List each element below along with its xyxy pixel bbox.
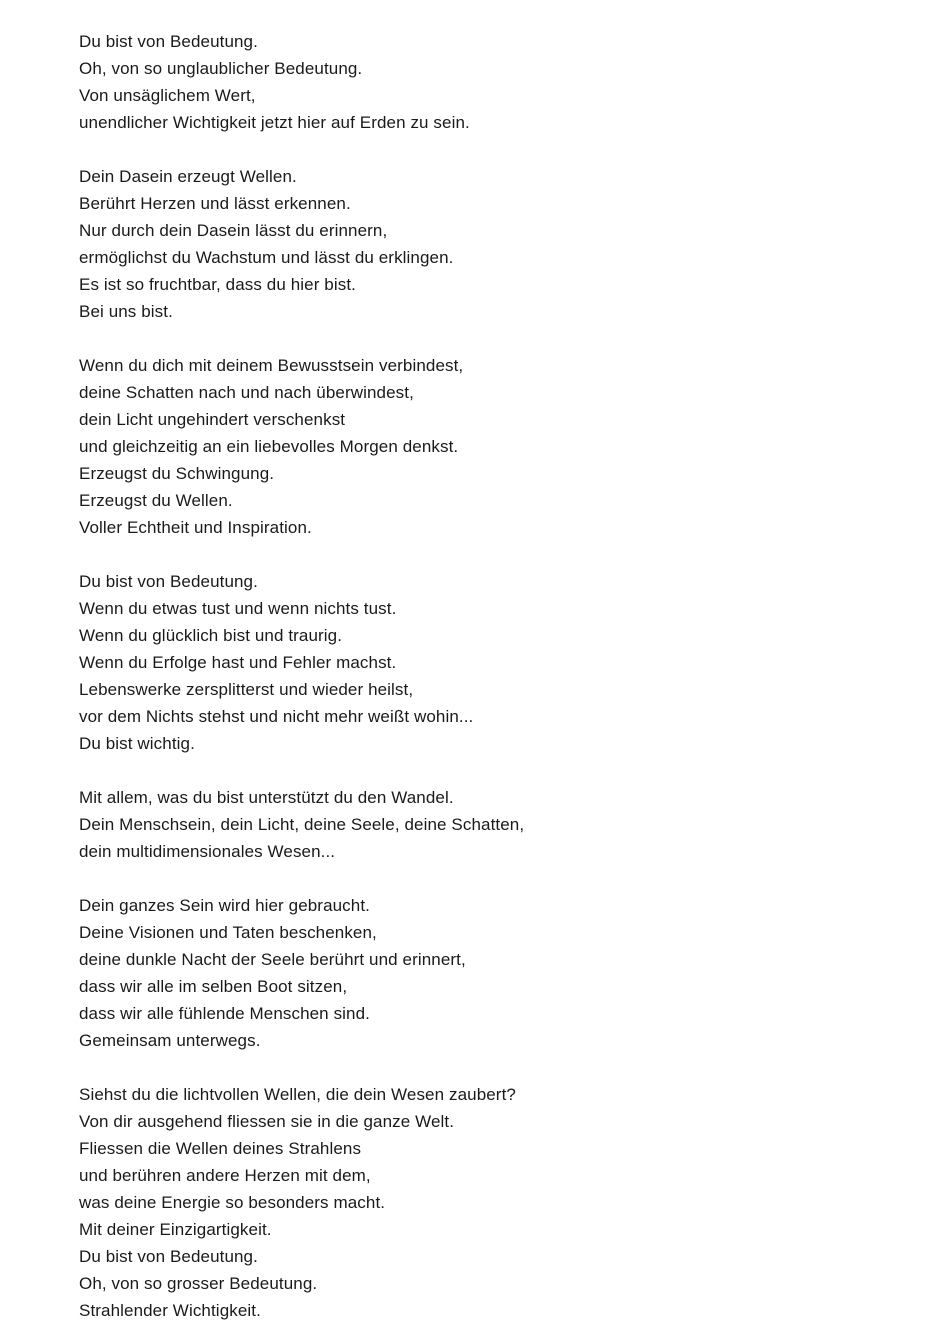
poem-line: dein multidimensionales Wesen... <box>79 842 336 861</box>
poem-line: Wenn du glücklich bist und traurig. <box>79 626 343 645</box>
poem-stanza <box>79 1081 912 1324</box>
poem-line: Oh, von so grosser Bedeutung. <box>79 1274 318 1293</box>
poem-line: Dein ganzes Sein wird hier gebraucht. <box>79 896 370 915</box>
poem-line: deine dunkle Nacht der Seele berührt und erinnert, <box>79 950 466 969</box>
poem-line: Erzeugst du Schwingung. <box>79 464 275 483</box>
poem-line: was deine Energie so besonders macht. <box>79 1193 386 1212</box>
poem-line: Siehst du die lichtvollen Wellen, die dein Wesen zaubert? <box>79 1085 516 1104</box>
poem-line: unendlicher Wichtigkeit jetzt hier auf Erden zu sein. <box>79 113 470 132</box>
poem-line: ermöglichst du Wachstum und lässt du erklingen. <box>79 248 454 267</box>
poem-line: dass wir alle im selben Boot sitzen, <box>79 977 348 996</box>
poem-line: deine Schatten nach und nach überwindest, <box>79 383 414 402</box>
poem-line: Deine Visionen und Taten beschenken, <box>79 923 377 942</box>
poem-line: Oh, von so unglaublicher Bedeutung. <box>79 59 363 78</box>
poem-stanza <box>79 352 912 541</box>
poem-line: Nur durch dein Dasein lässt du erinnern, <box>79 221 388 240</box>
poem-line: vor dem Nichts stehst und nicht mehr weißt wohin... <box>79 707 474 726</box>
poem-line: Bei uns bist. <box>79 302 173 321</box>
poem-stanza <box>79 784 912 865</box>
poem-line: Gemeinsam unterwegs. <box>79 1031 261 1050</box>
poem-line: Dein Dasein erzeugt Wellen. <box>79 167 297 186</box>
poem-line: Du bist wichtig. <box>79 734 195 753</box>
poem-line: Lebenswerke zersplitterst und wieder heilst, <box>79 680 414 699</box>
poem-line: Wenn du dich mit deinem Bewusstsein verbindest, <box>79 356 464 375</box>
poem-line: dass wir alle fühlende Menschen sind. <box>79 1004 370 1023</box>
poem-line: Erzeugst du Wellen. <box>79 491 233 510</box>
poem-line: dein Licht ungehindert verschenkst <box>79 410 346 429</box>
poem-line: Von dir ausgehend fliessen sie in die ganze Welt. <box>79 1112 455 1131</box>
poem-line: Mit allem, was du bist unterstützt du den Wandel. <box>79 788 454 807</box>
poem-line: Strahlender Wichtigkeit. <box>79 1301 261 1320</box>
poem-line: Wenn du etwas tust und wenn nichts tust. <box>79 599 397 618</box>
poem-line: Von unsäglichem Wert, <box>79 86 256 105</box>
poem-line: Berührt Herzen und lässt erkennen. <box>79 194 351 213</box>
poem-stanza <box>79 892 912 1054</box>
poem-stanza <box>79 568 912 757</box>
poem-line: Du bist von Bedeutung. <box>79 572 258 591</box>
poem-line: Wenn du Erfolge hast und Fehler machst. <box>79 653 397 672</box>
poem-stanza <box>79 163 912 325</box>
poem-line: Dein Menschsein, dein Licht, deine Seele, deine Schatten, <box>79 815 525 834</box>
poem-line: und berühren andere Herzen mit dem, <box>79 1166 371 1185</box>
poem-line: Es ist so fruchtbar, dass du hier bist. <box>79 275 356 294</box>
poem-line: Du bist von Bedeutung. <box>79 1247 258 1266</box>
poem-line: Mit deiner Einzigartigkeit. <box>79 1220 272 1239</box>
poem-line: und gleichzeitig an ein liebevolles Morgen denkst. <box>79 437 459 456</box>
poem-line: Fliessen die Wellen deines Strahlens <box>79 1139 362 1158</box>
poem-line: Du bist von Bedeutung. <box>79 32 258 51</box>
poem-stanza <box>79 28 912 136</box>
poem-line: Voller Echtheit und Inspiration. <box>79 518 312 537</box>
